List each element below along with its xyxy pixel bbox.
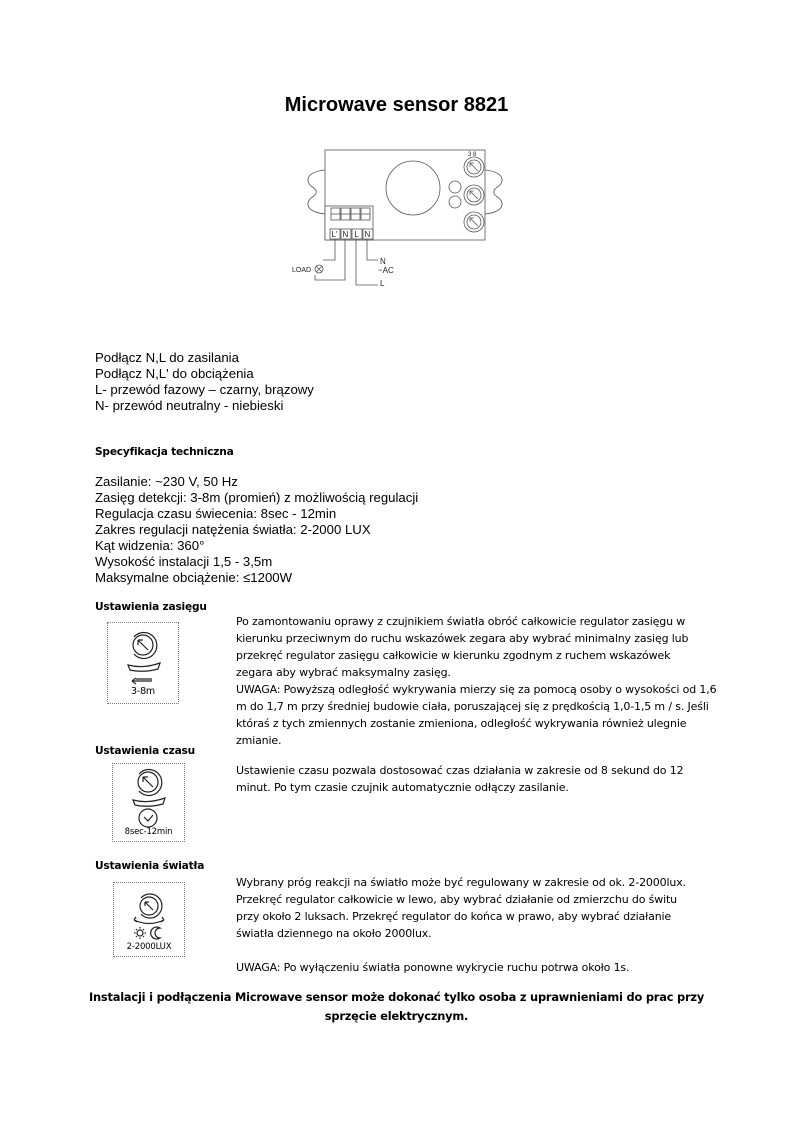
time-icon-label: 8sec-12min <box>124 827 173 837</box>
section-heading-time: Ustawienia czasu <box>95 745 195 757</box>
paragraph-line: Po zamontowaniu oprawy z czujnikiem światła obróć całkowicie regulator zasięgu w <box>236 615 686 628</box>
safety-notice-line: Instalacji i podłączenia Microwave sensor może dokonać tylko osoba z uprawnieniami do prac przy <box>88 990 705 1004</box>
paragraph-line: zmianie. <box>236 734 282 747</box>
safety-notice <box>80 988 713 1026</box>
section-heading-range: Ustawienia zasięgu <box>95 601 207 613</box>
light-icon-label: 2-2000LUX <box>126 942 172 952</box>
time-description <box>236 762 706 796</box>
spec-item: Wysokość instalacji 1,5 - 3,5m <box>95 554 273 569</box>
range-icon-label: 3-8m <box>131 686 155 697</box>
paragraph-line: m do 1,7 m przy średniej budowie ciała, poruszającej się z prędkością 1,0-1,5 m / s. Jeśli <box>236 700 709 713</box>
spec-heading: Specyfikacja techniczna <box>95 446 234 458</box>
spec-item: Zasięg detekcji: 3-8m (promień) z możliwością regulacji <box>95 490 419 505</box>
paragraph-line: minut. Po tym czasie czujnik automatycznie odłączy zasilanie. <box>236 781 569 794</box>
spec-item: Zasilanie: ~230 V, 50 Hz <box>95 474 238 489</box>
supply-label-l: L <box>380 279 385 288</box>
light-description <box>236 874 706 976</box>
page-title: Microwave sensor 8821 <box>284 94 509 116</box>
load-label: LOAD <box>292 267 312 274</box>
wiring-note: Podłącz N,L do zasilania <box>95 350 239 365</box>
range-icon-box <box>107 622 179 704</box>
paragraph-line: Wybrany próg reakcji na światło może być regulowany w zakresie od ok. 2-2000lux. <box>236 876 686 889</box>
wiring-note: Podłącz N,L' do obciążenia <box>95 366 254 381</box>
range-description <box>236 613 717 749</box>
terminal-label: N <box>342 230 349 239</box>
paragraph-line: kierunku przeciwnym do ruchu wskazówek zegara aby wybrać minimalny zasięg lub <box>236 632 689 645</box>
paragraph-line: UWAGA: Po wyłączeniu światła ponowne wykrycie ruchu potrwa około 1s. <box>236 961 630 974</box>
spec-item: Regulacja czasu świecenia: 8sec - 12min <box>95 506 337 521</box>
paragraph-line: przy około 2 luksach. Przekręć regulator do końca w prawo, aby wybrać działanie <box>236 910 672 923</box>
wiring-note: N- przewód neutralny - niebieski <box>95 398 284 413</box>
spec-item: Zakres regulacji natężenia światła: 2-2000 LUX <box>95 522 371 537</box>
spec-item: Maksymalne obciążenie: ≤1200W <box>95 570 293 585</box>
paragraph-line: UWAGA: Powyższą odległość wykrywania mierzy się za pomocą osoby o wysokości od 1,6 <box>236 683 717 696</box>
spec-item: Kąt widzenia: 360° <box>95 538 205 553</box>
time-icon-box <box>112 763 185 842</box>
sensor-diagram-icon <box>285 140 530 290</box>
paragraph-spacer <box>236 942 706 959</box>
wiring-notes <box>95 350 314 414</box>
light-icon-box <box>113 882 185 957</box>
paragraph-line: Przekręć regulator całkowicie w lewo, aby wybrać działanie od zmierzchu do świtu <box>236 893 677 906</box>
supply-label-n: N <box>380 257 386 266</box>
paragraph-line: któraś z tych zmiennych zostanie zmieniona, odległość wykrywania również ulegnie <box>236 717 687 730</box>
paragraph-line: Ustawienie czasu pozwala dostosować czas działania w zakresie od 8 sekund do 12 <box>236 764 684 777</box>
wiring-note: L- przewód fazowy – czarny, brązowy <box>95 382 314 397</box>
knob-scale-label: 3 8 <box>468 152 477 158</box>
terminal-label: N <box>364 230 371 239</box>
paragraph-line: światła dziennego na około 2000lux. <box>236 927 432 940</box>
paragraph-line: zegara aby wybrać maksymalny zasięg. <box>236 666 451 679</box>
wiring-diagram <box>285 140 530 290</box>
terminal-label: L' <box>331 230 338 239</box>
section-heading-light: Ustawienia światła <box>95 860 205 872</box>
spec-list <box>95 474 418 586</box>
terminal-label: L <box>354 230 359 239</box>
supply-label-ac: ~AC <box>378 266 394 275</box>
paragraph-line: przekręć regulator zasięgu całkowicie w kierunku zgodnym z ruchem wskazówek <box>236 649 671 662</box>
safety-notice-line: sprzęcie elektrycznym. <box>324 1009 469 1023</box>
